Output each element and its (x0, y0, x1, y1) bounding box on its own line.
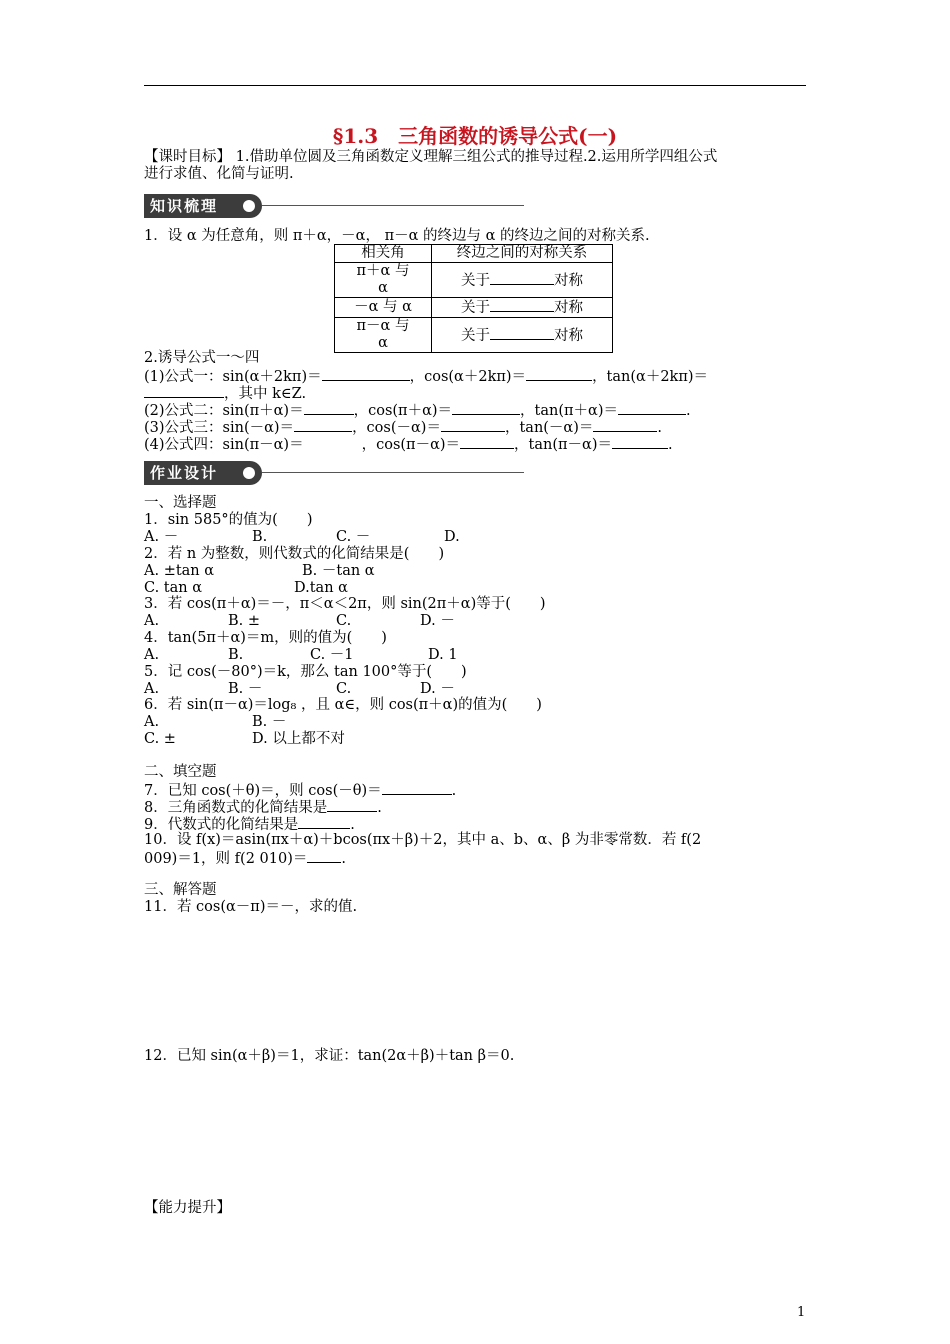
formula-text: ，tan(π－α)＝ (514, 437, 612, 453)
cell-text: 关于 (461, 272, 490, 289)
option-b: B. ± (228, 613, 261, 629)
section-rule (262, 205, 524, 206)
table-cell-angle (335, 298, 432, 318)
page-number: 1 (797, 1305, 806, 1320)
option-a: A. (144, 647, 160, 663)
table-row (335, 318, 613, 353)
formula-text: ，cos(α＋2kπ)＝ (409, 369, 527, 385)
top-rule (144, 85, 806, 86)
question-1: 1．sin 585°的值为( ) (144, 512, 313, 528)
answer-blank[interactable] (526, 367, 592, 381)
option-b: B. － (252, 714, 287, 730)
question-10-line-1: 10．设 f(x)＝asin(πx＋α)＋bcos(πx＋β)＋2，其中 a、b、α、β 为非零常数．若 f(2 (144, 832, 702, 848)
answer-blank[interactable] (144, 384, 224, 398)
formula-text: ，tan(－α)＝ (504, 420, 594, 436)
option-d: D. (444, 529, 460, 545)
question-6: 6．若 sin(π－α)＝log₈ ，且 α∈，则 cos(π＋α)的值为( ) (144, 697, 542, 713)
answer-blank[interactable] (593, 418, 657, 432)
formula-text: ，cos(－α)＝ (352, 420, 441, 436)
question-12: 12．已知 sin(α＋β)＝1，求证：tan(2α＋β)＋tan β＝0. (144, 1048, 515, 1064)
section-header-label: 作业设计 (144, 461, 262, 485)
knowledge-item-1: 1．设 α 为任意角，则 π＋α，－α， π－α 的终边与 α 的终边之间的对称关系. (144, 228, 650, 244)
option-b: B. － (228, 681, 263, 697)
answer-blank[interactable] (298, 815, 350, 829)
formula-text: . (667, 437, 673, 453)
answer-blank[interactable] (441, 418, 505, 432)
formula-text: ，cos(π＋α)＝ (353, 403, 453, 419)
option-b: B. (252, 529, 268, 545)
formula-text: (2)公式二：sin(π＋α)＝ (144, 403, 304, 419)
answer-blank[interactable] (307, 849, 341, 863)
page-title: §1.3 三角函数的诱导公式(一) (332, 124, 618, 148)
table-row (335, 263, 613, 298)
answer-blank[interactable] (304, 401, 354, 415)
formula-text: (4)公式四：sin(π－α)＝ (144, 437, 304, 453)
cell-text: 对称 (554, 300, 583, 316)
question-text: 7．已知 cos(＋θ)＝，则 cos(－θ)＝ (144, 783, 382, 799)
option-a: A. (144, 714, 160, 730)
question-text: . (350, 817, 355, 833)
option-c: C. tan α (144, 580, 203, 596)
cell-text: 关于 (461, 300, 490, 316)
option-d: D.tan α (294, 580, 348, 596)
answer-blank[interactable] (490, 298, 554, 312)
question-2: 2．若 n 为整数，则代数式的化简结果是( ) (144, 546, 445, 562)
option-c: C. (336, 681, 352, 697)
option-a: A. － (144, 529, 179, 545)
bullet-dot-icon (243, 467, 255, 479)
symmetry-table (334, 244, 613, 353)
formula-text: ，其中 k∈Z. (224, 386, 307, 402)
bullet-dot-icon (243, 200, 255, 212)
formula-text: (1)公式一：sin(α＋2kπ)＝ (144, 369, 322, 385)
answer-blank[interactable] (327, 798, 377, 812)
part-heading-fill: 二、填空题 (144, 764, 217, 780)
answer-blank[interactable] (382, 781, 452, 795)
section-header-homework (144, 461, 524, 487)
formula-text: (3)公式三：sin(－α)＝ (144, 420, 295, 436)
cell-text: π＋α 与 (356, 263, 410, 279)
table-header-cell: 终边之间的对称关系 (432, 245, 613, 263)
question-4: 4．tan(5π＋α)＝m，则的值为( ) (144, 630, 387, 646)
formula-text: ，tan(α＋2kπ)＝ (592, 369, 709, 385)
cell-text: －α 与 α (354, 299, 412, 315)
question-10-line-2 (144, 849, 346, 868)
table-header-cell: 相关角 (335, 245, 432, 263)
option-a: A. (144, 613, 160, 629)
answer-blank[interactable] (618, 401, 686, 415)
part-heading-choice: 一、选择题 (144, 495, 217, 511)
question-3: 3．若 cos(π＋α)＝－，π＜α＜2π，则 sin(2π＋α)等于( ) (144, 596, 546, 612)
option-d: D. － (420, 681, 455, 697)
table-cell-angle (335, 263, 432, 298)
cell-text: 对称 (554, 327, 583, 344)
answer-blank[interactable] (322, 367, 410, 381)
question-text: . (341, 851, 346, 867)
answer-blank[interactable] (452, 401, 520, 415)
question-text: . (377, 800, 382, 816)
question-11: 11．若 cos(α－π)＝－，求的值. (144, 899, 358, 915)
option-a: A. (144, 681, 160, 697)
cell-text: 关于 (461, 327, 490, 344)
formula-text: . (685, 403, 691, 419)
section-rule (262, 472, 524, 473)
question-text: . (451, 783, 457, 799)
option-c: C. － (336, 529, 371, 545)
answer-blank[interactable] (612, 435, 668, 449)
question-text: 009)＝1，则 f(2 010)＝ (144, 851, 308, 867)
option-d: D. 以上都不对 (252, 731, 345, 747)
knowledge-item-2: 2.诱导公式一～四 (144, 350, 260, 366)
table-cell-relation (432, 318, 613, 353)
answer-blank[interactable] (490, 326, 554, 340)
objectives-line-1: 【课时目标】 1.借助单位圆及三角函数定义理解三组公式的推导过程.2.运用所学四组公式 (144, 149, 718, 165)
objectives-line-2: 进行求值、化简与证明. (144, 166, 294, 182)
option-c: C. －1 (310, 647, 354, 663)
table-cell-relation (432, 263, 613, 298)
section-header-knowledge (144, 194, 524, 220)
section-header-label: 知识梳理 (144, 194, 262, 218)
formula-4-line (144, 435, 673, 454)
answer-blank[interactable] (490, 271, 554, 285)
option-c: C. (336, 613, 352, 629)
cell-text: α (378, 280, 388, 296)
option-b: B. －tan α (302, 563, 375, 579)
answer-blank[interactable] (460, 435, 514, 449)
answer-blank[interactable] (294, 418, 352, 432)
cell-text: α (378, 335, 388, 351)
table-header-row (335, 245, 613, 263)
question-5: 5．记 cos(－80°)＝k，那么 tan 100°等于( ) (144, 664, 467, 680)
formula-text: ，cos(π－α)＝ (361, 437, 461, 453)
option-a: A. ±tan α (144, 563, 215, 579)
option-d: D. － (420, 613, 455, 629)
cell-text: 对称 (554, 272, 583, 289)
option-c: C. ± (144, 731, 176, 747)
option-b: B. (228, 647, 244, 663)
option-d: D. 1 (428, 647, 458, 663)
question-text: 8．三角函数式的化简结果是 (144, 800, 328, 816)
part-heading-solve: 三、解答题 (144, 882, 217, 898)
formula-text: ，tan(π＋α)＝ (520, 403, 618, 419)
ability-heading: 【能力提升】 (144, 1200, 231, 1216)
formula-text: . (657, 420, 662, 436)
table-cell-relation (432, 298, 613, 318)
cell-text: π－α 与 (356, 318, 410, 334)
table-row (335, 298, 613, 318)
question-text: 9．代数式的化简结果是 (144, 817, 299, 833)
table-cell-angle (335, 318, 432, 353)
